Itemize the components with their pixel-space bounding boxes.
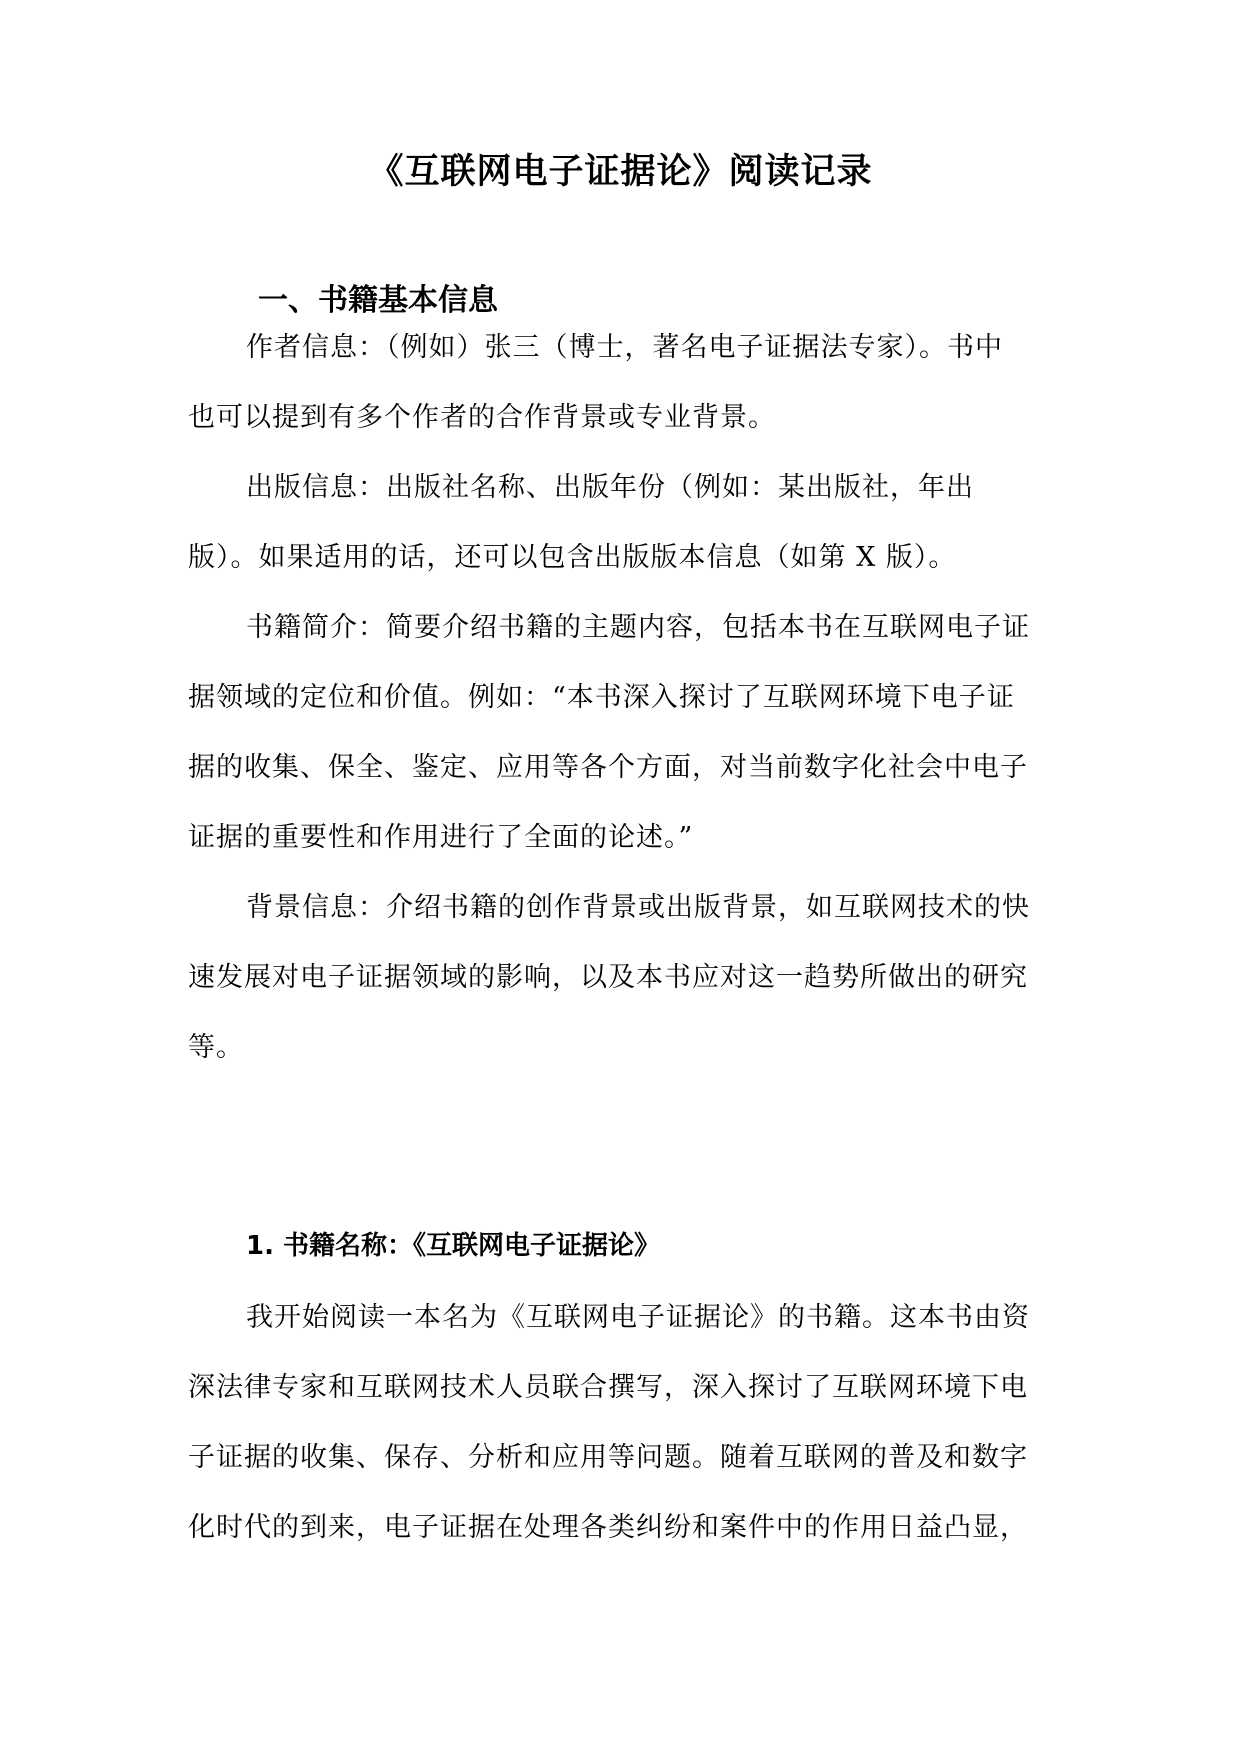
paragraph-background-line-2: 速发展对电子证据领域的影响，以及本书应对这一趋势所做出的研究 — [188, 962, 1028, 993]
sub-paragraph-line-3: 子证据的收集、保存、分析和应用等问题。随着互联网的普及和数字 — [188, 1442, 1028, 1473]
sub-paragraph-line-2: 深法律专家和互联网技术人员联合撰写，深入探讨了互联网环境下电 — [188, 1372, 1028, 1403]
document-title: 《互联网电子证据论》阅读记录 — [368, 152, 873, 192]
sub-paragraph-line-1: 我开始阅读一本名为《互联网电子证据论》的书籍。这本书由资 — [246, 1302, 1030, 1333]
paragraph-background-line-1: 背景信息：介绍书籍的创作背景或出版背景，如互联网技术的快 — [246, 892, 1030, 923]
paragraph-summary-line-1: 书籍简介：简要介绍书籍的主题内容，包括本书在互联网电子证 — [246, 612, 1030, 643]
paragraph-publish-line-2: 版）。如果适用的话，还可以包含出版版本信息（如第 X 版）。 — [188, 542, 957, 573]
paragraph-summary-line-3: 据的收集、保全、鉴定、应用等各个方面，对当前数字化社会中电子 — [188, 752, 1028, 783]
paragraph-publish-line-1: 出版信息：出版社名称、出版年份（例如：某出版社，年出 — [246, 472, 974, 503]
section-heading: 一、书籍基本信息 — [258, 283, 498, 318]
paragraph-background-line-3: 等。 — [188, 1032, 244, 1063]
sub-heading: 1. 书籍名称：《互联网电子证据论》 — [246, 1231, 661, 1261]
paragraph-summary-line-2: 据领域的定位和价值。例如：“本书深入探讨了互联网环境下电子证 — [188, 682, 1015, 713]
paragraph-summary-line-4: 证据的重要性和作用进行了全面的论述。” — [188, 822, 694, 853]
paragraph-author-line-1: 作者信息：（例如）张三（博士，著名电子证据法专家）。书中 — [246, 332, 1003, 363]
paragraph-author-line-2: 也可以提到有多个作者的合作背景或专业背景。 — [188, 402, 776, 433]
sub-paragraph-line-4: 化时代的到来，电子证据在处理各类纠纷和案件中的作用日益凸显， — [188, 1512, 1028, 1543]
